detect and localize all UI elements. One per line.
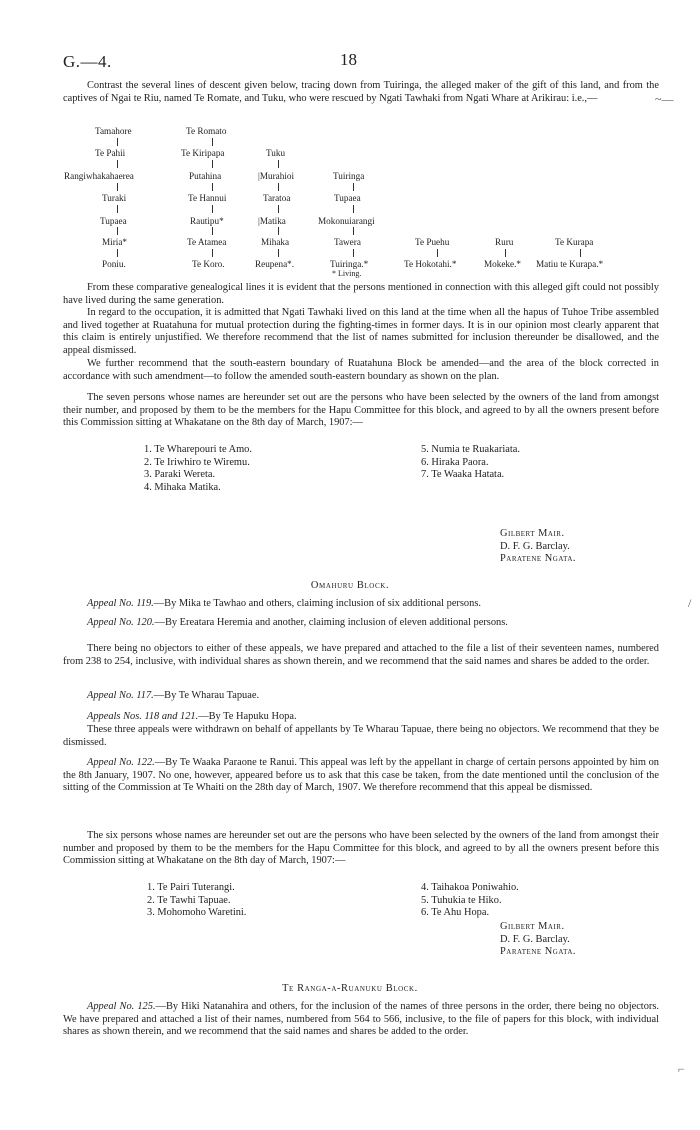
descent-line [117,227,118,235]
genealogy-name: Matiu te Kurapa.* [536,259,604,269]
genealogy-name: Tupaea [334,193,361,203]
appeal-paragraph [63,711,659,724]
signature: D. F. G. Barclay. [500,540,570,552]
genealogy-name: Reupena*. [255,259,295,269]
list-item: 1. Te Pairi Tuterangi. [147,882,235,893]
genealogy-name: Tuiringa.* [330,259,369,269]
genealogy-name: |Murahioi [258,171,295,181]
genealogy-name: Tuiringa [333,171,365,181]
committee-list-right [421,444,520,482]
genealogy-name: Te Pahii [95,148,126,158]
descent-line [212,205,213,213]
genealogy-name: Mokeke.* [484,259,521,269]
genealogy-name: Te Atamea [187,237,227,247]
section-title: Te Ranga-a-Ruanuku Block. [282,983,418,994]
genealogy-name: Rangiwhakahaerea [64,171,134,181]
descent-line [117,205,118,213]
list-item: 1. Te Wharepouri te Amo. [144,444,252,455]
appeal-label: Appeal No. 122. [87,757,155,768]
appeal-text: —By Te Waaka Paraone te Ranui. This appeal was left by the appellant in charge of certain persons appointed by him on the 8th January, 1907. No one, however, appeared before us to ask that this case be taken, from the date mentioned until the conclusion of the sitting of the Commission at Te Whaiti on the 28th day of March, 1907. We therefore recommend that this appeal be dismissed. [63,757,659,794]
genealogy-name: Te Kiripapa [181,148,225,158]
genealogy-name: Poniu. [102,259,126,269]
committee-list-left [147,882,246,920]
genealogy-name: Turaki [102,193,127,203]
genealogy-name: Tamahore [95,126,132,136]
descent-line [212,249,213,257]
appeal-label: Appeal No. 119. [87,598,154,609]
genealogy-name: Taratoa [263,193,291,203]
signature-block [500,528,576,566]
committee-list-right [421,882,519,920]
appeal-label: Appeal No. 117. [87,690,154,701]
genealogy-name: |Matika [258,216,286,226]
descent-line [117,160,118,168]
list-item: 2. Te Tawhi Tapuae. [147,894,231,906]
descent-line [353,183,354,191]
margin-mark: ⌐ [678,1062,685,1076]
appeal-paragraph [63,757,659,795]
appeal-label: Appeal No. 120. [87,617,155,628]
genealogy-name: Te Kurapa [555,237,594,247]
descent-line [212,227,213,235]
living-note: * Living. [332,269,362,278]
genealogy-name: Te Puehu [415,237,450,247]
descent-line [437,249,438,257]
list-item: 2. Te Iriwhiro te Wiremu. [144,456,250,468]
descent-line [278,183,279,191]
descent-line [117,249,118,257]
descent-line [212,183,213,191]
list-item: 4. Mihaka Matika. [144,481,221,493]
signature: Gilbert Mair. [500,921,565,932]
margin-mark: / [688,596,692,610]
genealogy-name: Miria* [102,237,128,247]
signature: Paratene Ngata. [500,946,576,958]
descent-line [353,205,354,213]
descent-line [505,249,506,257]
appeal-text: —By Te Hapuku Hopa. [198,711,297,722]
list-item: 6. Hiraka Paora. [421,456,489,468]
margin-mark: ~— [655,92,674,106]
list-item: 6. Te Ahu Hopa. [421,907,490,919]
genealogy-name: Ruru [495,237,514,247]
section-title: Omahuru Block. [310,580,390,591]
paragraph: There being no objectors to either of these appeals, we have prepared and attached to the file a list of their seventeen names, numbered from 238 to 254, inclusive, with individual shares as shown therein, and we recommend that the said names and shares be added to the order. [63,643,659,667]
genealogy-name: Te Koro. [192,259,225,269]
paragraph: The six persons whose names are hereunder set out are the persons who have been selected by the owners of the land from amongst their number and proposed by them to be the members for the Hapu Committee for this block, and agreed to by all the owners present before this Commission sitting at Whakatane on the 8th day of March, 1907:— [63,830,659,867]
appeal-label: Appeal No. 125. [87,1001,156,1012]
appeal-label: Appeals Nos. 118 and 121. [87,711,199,722]
appeal-paragraph [63,617,659,630]
descent-line [353,249,354,257]
genealogy-name: Mokonuiarangi [318,216,375,226]
descent-line [212,160,213,168]
list-item: 5. Numia te Ruakariata. [421,444,520,455]
list-item: 7. Te Waaka Hatata. [421,469,505,481]
descent-line [278,249,279,257]
paragraph: From these comparative genealogical lines it is evident that the persons mentioned in connection with this alleged gift could not possibly have lived during the same generation. [63,282,659,306]
signature: Gilbert Mair. [500,528,565,539]
paragraph: The seven persons whose names are hereunder set out are the persons who have been selected by the owners of the land from amongst their number, and proposed by them to be the members for the Hapu Committee for this block, and agreed to by all the owners present before this Commission sitting at Whakatane on the 8th day of March, 1907:— [63,392,659,429]
list-item: 4. Taihakoa Poniwahio. [421,882,519,893]
descent-line [117,138,118,146]
descent-line [353,227,354,235]
list-item: 3. Paraki Wereta. [144,469,216,481]
descent-line [278,160,279,168]
descent-line [212,138,213,146]
appeal-text: —By Ereatara Heremia and another, claiming inclusion of eleven additional persons. [154,617,508,628]
paragraph: In regard to the occupation, it is admitted that Ngati Tawhaki lived on this land at the time when all the hapus of Tuhoe Tribe assembled and lived together at Ruatahuna for mutual protection during the fighting-times in former days. It is in our opinion most clearly apparent that this claim is entirely unjustified. We therefore recommend that the list of names submitted for inclusion thereunder be disallowed, and the appeal dismissed. [63,307,659,356]
appeal-text: —By Mika te Tawhao and others, claiming inclusion of six additional persons. [153,598,481,609]
descent-line [278,205,279,213]
intro-paragraph: Contrast the several lines of descent given below, tracing down from Tuiringa, the alleged maker of the gift of this land, and from the captives of Ngai te Riu, named Te Romate, and Tuku, who were rescued by Ngati Tawhaki from Ngati Whare at Arikirau: i.e.,— [63,80,659,104]
genealogy-name: Tawera [334,237,361,247]
appeal-paragraph [63,598,659,611]
descent-line [117,183,118,191]
genealogy-name: Tupaea [100,216,127,226]
genealogy-name: Mihaka [261,237,290,247]
appeal-text: —By Hiki Natanahira and others, for the inclusion of the names of three persons in the order, there being no objectors. We have prepared and attached a list of their names, numbered from 564 to 566, inclusive, to the file of papers for this block, with individual shares as shown therein, and we recommend that the said names and shares be added to the order. [63,1001,659,1038]
genealogy-name: Tuku [266,148,286,158]
descent-line [580,249,581,257]
appeal-paragraph [63,1001,659,1039]
list-item: 3. Mohomoho Waretini. [147,907,247,919]
paragraph: We further recommend that the south-eastern boundary of Ruatahuna Block be amended—and the area of the block corrected in accordance with such amendment—to follow the amended south-eastern boundary as shown on the plan. [63,358,659,382]
page-number: 18 [340,50,357,69]
signature-block [500,921,576,959]
list-item: 5. Tuhukia te Hiko. [421,894,502,906]
paragraph: These three appeals were withdrawn on behalf of appellants by Te Wharau Tapuae, there being no objectors. We recommend that they be dismissed. [63,724,659,748]
genealogy-name: Rautipu* [190,216,224,226]
genealogy-name: Te Hokotahi.* [404,259,457,269]
document-code: G.—4. [63,52,112,71]
genealogy-name: Te Romato [186,126,227,136]
genealogy-name: Te Hannui [188,193,227,203]
appeal-text: —By Te Wharau Tapuae. [153,690,260,701]
committee-list-left [144,444,252,494]
signature: Paratene Ngata. [500,553,576,565]
descent-line [278,227,279,235]
signature: D. F. G. Barclay. [500,933,570,945]
appeal-paragraph [63,690,659,703]
genealogy-name: Putahina [189,171,222,181]
